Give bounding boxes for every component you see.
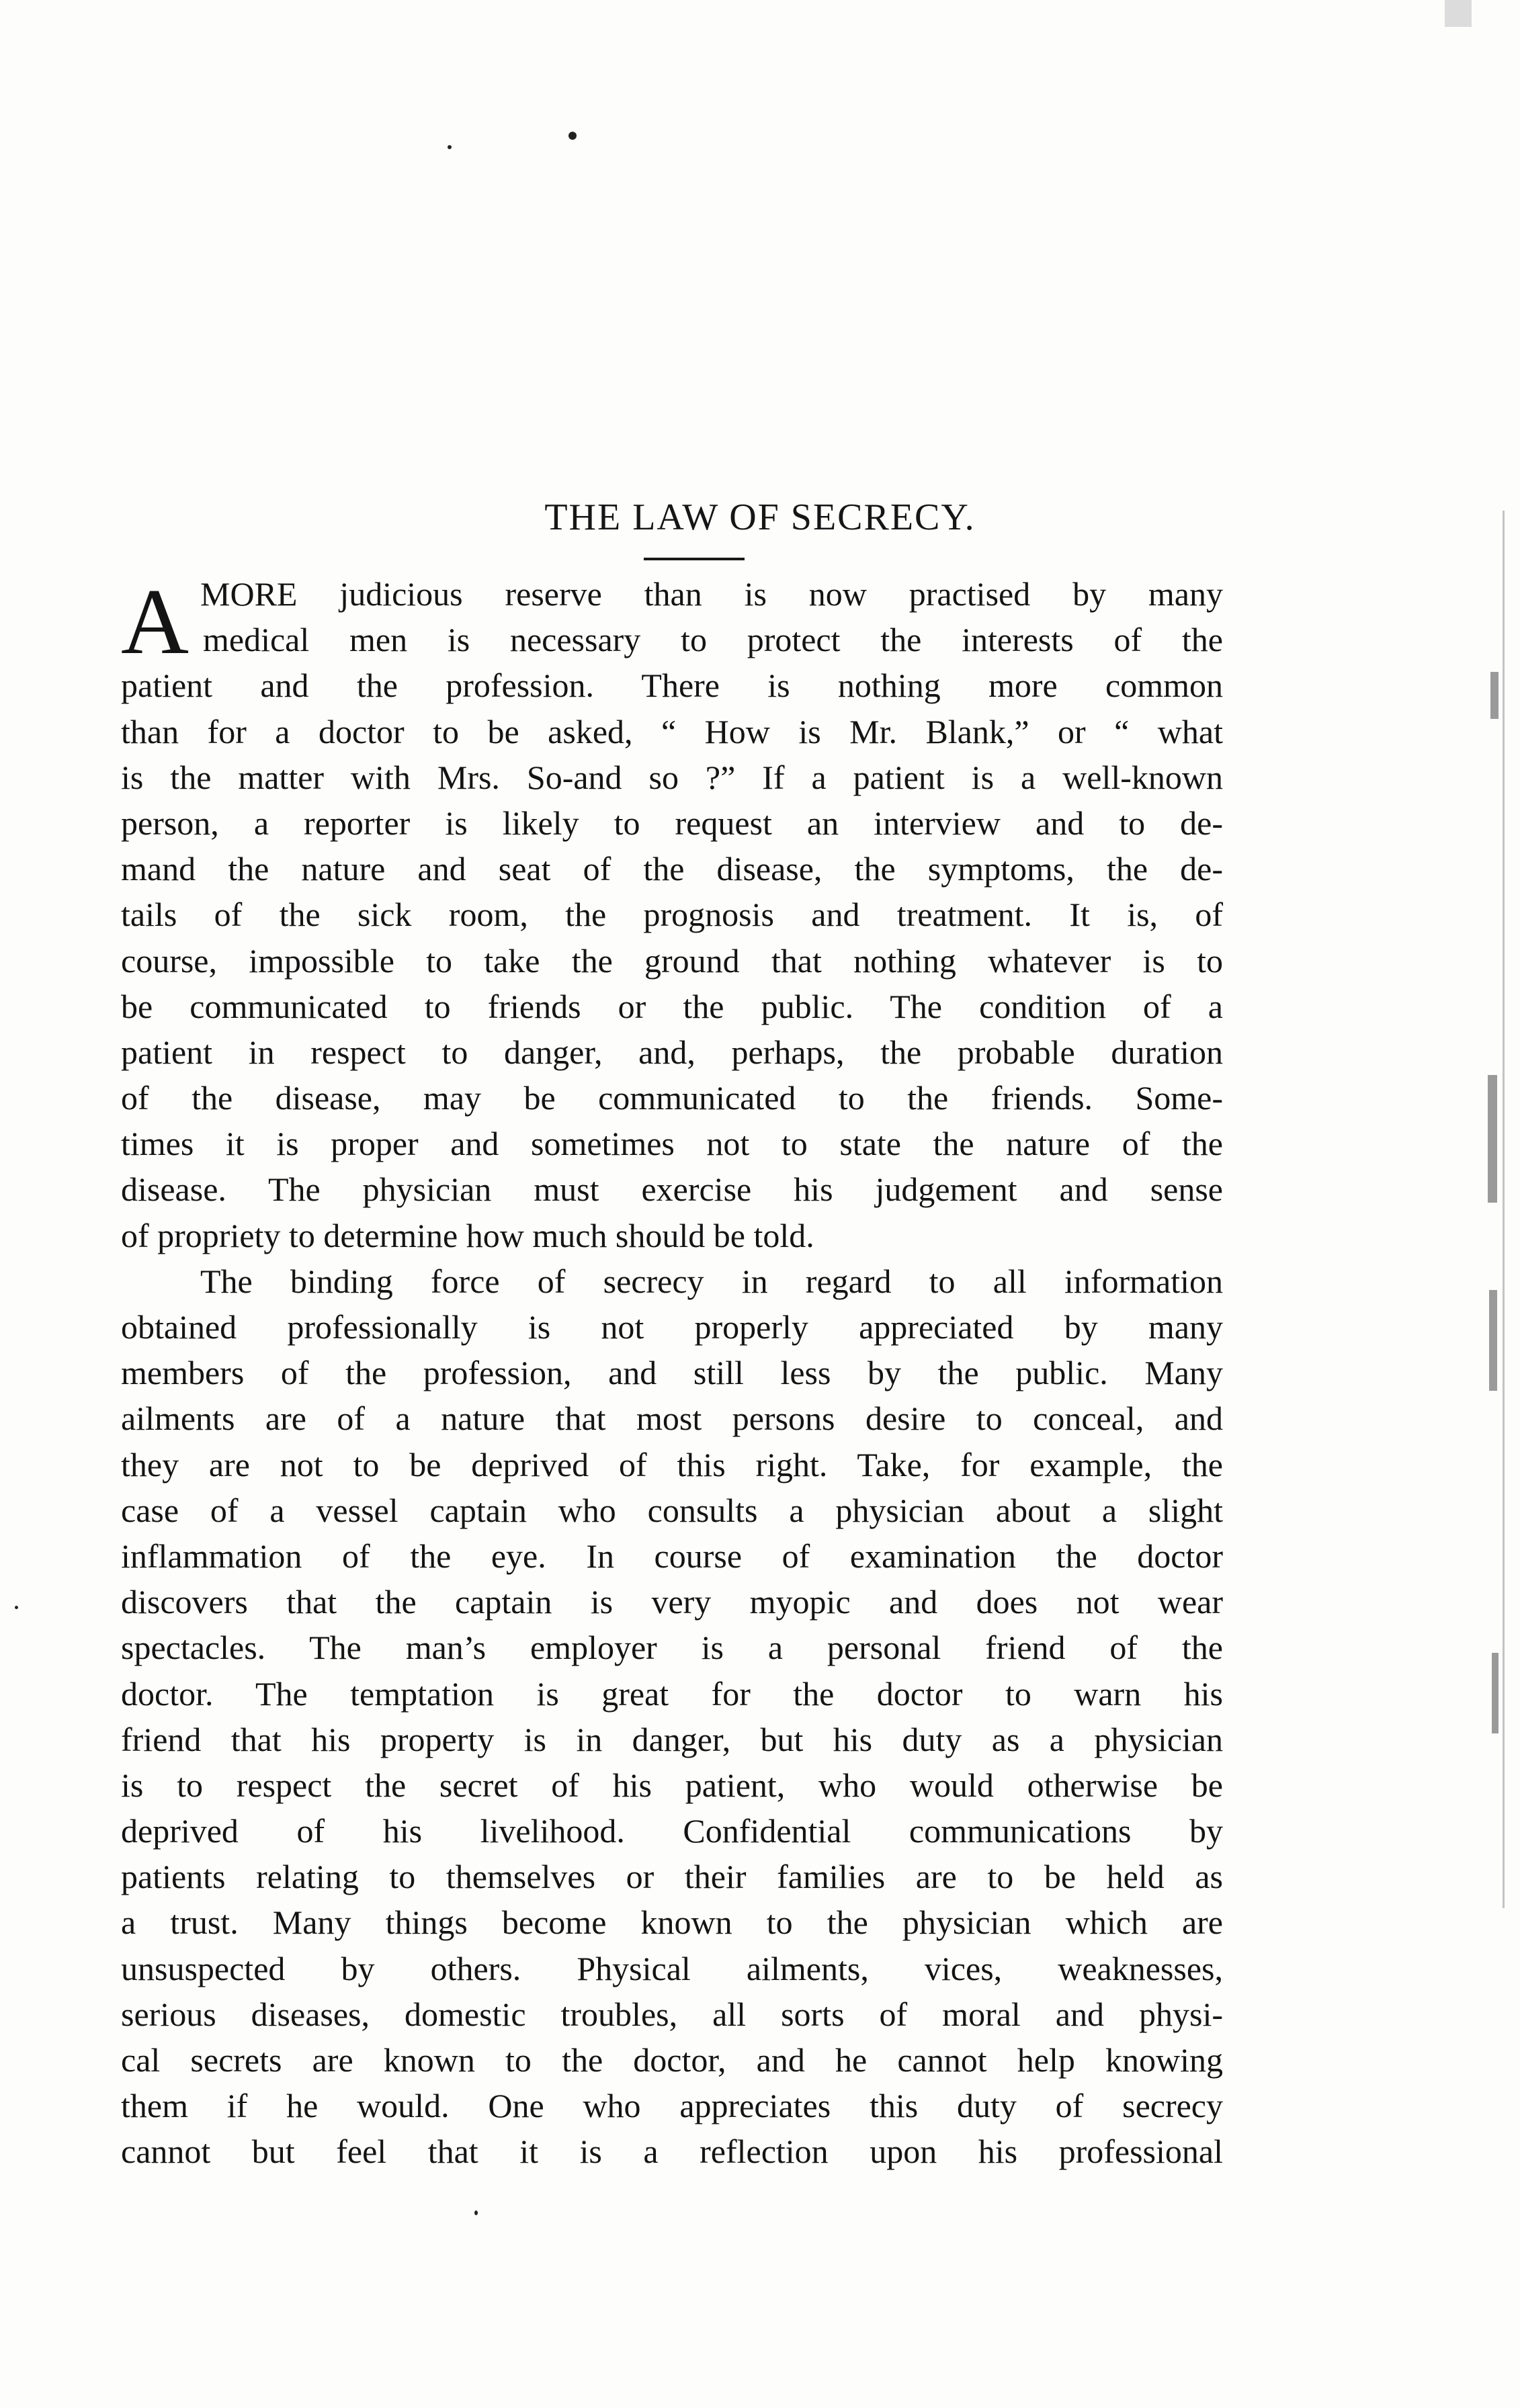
- text-line: patients relating to themselves or their families are to be held as: [121, 1858, 1223, 1896]
- title-rule: [644, 558, 745, 560]
- text-line: members of the profession, and still less by the public. Many: [121, 1354, 1223, 1392]
- scan-speck: [15, 1606, 18, 1609]
- text-line: The binding force of secrecy in regard to all information: [200, 1262, 1223, 1300]
- text-line: cal secrets are known to the doctor, and he cannot help knowing: [121, 2041, 1223, 2079]
- scan-edge-artifact: [1445, 0, 1472, 27]
- text-line: person, a reporter is likely to request an interview and to de-: [121, 804, 1223, 842]
- text-line: friend that his property is in danger, but his duty as a physician: [121, 1720, 1223, 1758]
- text-line: medical men is necessary to protect the interests of the: [203, 621, 1223, 659]
- text-line: course, impossible to take the ground that nothing whatever is to: [121, 941, 1223, 980]
- scan-speck: [568, 132, 577, 140]
- text-line: serious diseases, domestic troubles, all sorts of moral and physi-: [121, 1995, 1223, 2033]
- text-line: cannot but feel that it is a reflection upon his professional: [121, 2133, 1223, 2171]
- text-line: be communicated to friends or the public. The condition of a: [121, 987, 1223, 1025]
- text-line: deprived of his livelihood. Confidential communications by: [121, 1812, 1223, 1850]
- text-line: disease. The physician must exercise his judgement and sense: [121, 1170, 1223, 1209]
- drop-cap: A: [121, 570, 189, 674]
- scan-edge-artifact: [1503, 511, 1505, 1908]
- text-line: spectacles. The man’s employer is a personal friend of the: [121, 1629, 1223, 1667]
- text-line: patient in respect to danger, and, perhaps, the probable duration: [121, 1033, 1223, 1071]
- text-line: case of a vessel captain who consults a physician about a slight: [121, 1491, 1223, 1529]
- text-line: of the disease, may be communicated to the friends. Some-: [121, 1079, 1223, 1117]
- text-line: doctor. The temptation is great for the doctor to warn his: [121, 1674, 1223, 1713]
- text-line: obtained professionally is not properly appreciated by many: [121, 1308, 1223, 1346]
- text-line: mand the nature and seat of the disease, the symptoms, the de-: [121, 850, 1223, 888]
- text-line: patient and the profession. There is nothing more common: [121, 666, 1223, 705]
- text-line: them if he would. One who appreciates this duty of secrecy: [121, 2087, 1223, 2125]
- scan-edge-artifact: [1492, 1653, 1498, 1733]
- text-line: is to respect the secret of his patient, who would otherwise be: [121, 1766, 1223, 1804]
- scan-edge-artifact: [1488, 1075, 1497, 1203]
- page-title: THE LAW OF SECRECY.: [544, 497, 976, 538]
- text-line: ailments are of a nature that most persons desire to conceal, and: [121, 1400, 1223, 1438]
- text-line: they are not to be deprived of this right. Take, for example, the: [121, 1445, 1223, 1484]
- scan-speck: [474, 2210, 478, 2215]
- scan-edge-artifact: [1490, 672, 1498, 719]
- scan-edge-artifact: [1489, 1290, 1497, 1391]
- text-line: than for a doctor to be asked, “ How is Mr. Blank,” or “ what: [121, 712, 1223, 750]
- text-line: times it is proper and sometimes not to state the nature of the: [121, 1125, 1223, 1163]
- text-line: is the matter with Mrs. So-and so ?” If a patient is a well-known: [121, 758, 1223, 796]
- body-text: [121, 571, 1223, 2175]
- text-line: of propriety to determine how much should be told.: [121, 1216, 814, 1254]
- text-line: tails of the sick room, the prognosis and treatment. It is, of: [121, 896, 1223, 934]
- scan-speck: [448, 145, 452, 149]
- text-line: a trust. Many things become known to the physician which are: [121, 1903, 1223, 1942]
- text-line: discovers that the captain is very myopic and does not wear: [121, 1583, 1223, 1621]
- text-line: unsuspected by others. Physical ailments, vices, weaknesses,: [121, 1949, 1223, 1987]
- text-line: inflammation of the eye. In course of examination the doctor: [121, 1537, 1223, 1575]
- text-line: MORE judicious reserve than is now practised by many: [200, 575, 1223, 613]
